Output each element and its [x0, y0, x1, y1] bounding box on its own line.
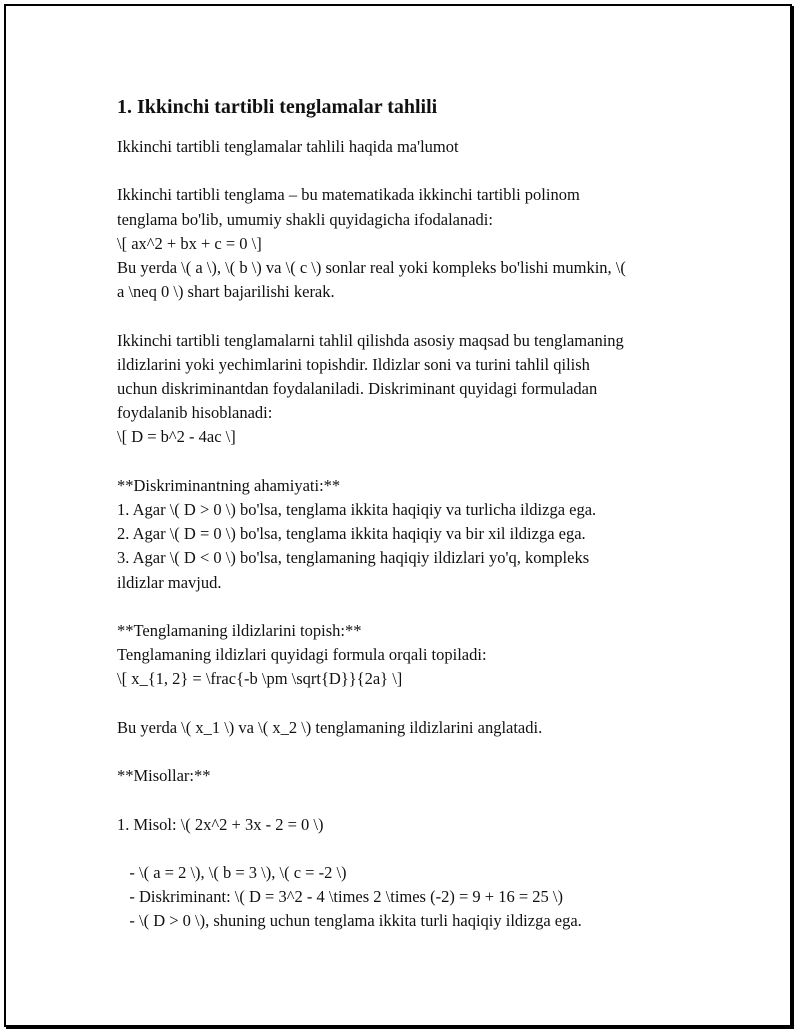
text-line: Bu yerda \( a \), \( b \) va \( c \) sonlar real yoki kompleks bo'lishi mumkin, \( — [117, 258, 626, 277]
text-line — [117, 595, 697, 619]
text-line: **Misollar:** — [117, 766, 211, 786]
text-line — [117, 837, 697, 861]
text-line: - \( D > 0 \), shuning uchun tenglama ikkita turli haqiqiy ildizga ega. — [117, 911, 582, 931]
text-line: **Diskriminantning ahamiyati:** — [117, 475, 341, 495]
text-line: 3. Agar \( D < 0 \) bo'lsa, tenglamaning haqiqiy ildizlari yo'q, kompleks — [117, 548, 590, 568]
document-body — [117, 95, 697, 934]
text-line: Ikkinchi tartibli tenglama – bu matematikada ikkinchi tartibli polinom — [117, 185, 580, 205]
text-line: Tenglamaning ildizlari quyidagi formula orqali topiladi: — [117, 645, 487, 665]
text-line — [117, 788, 697, 812]
text-line: 1. Misol: \( 2x^2 + 3x - 2 = 0 \) — [117, 814, 324, 834]
text-line: uchun diskriminantdan foydalaniladi. Diskriminant quyidagi formuladan — [117, 379, 598, 398]
text-line — [117, 692, 697, 716]
text-line: \[ x_{1, 2} = \frac{-b \pm \sqrt{D}}{2a} \] — [117, 669, 403, 689]
text-line: ildizlar mavjud. — [117, 572, 222, 592]
text-line — [117, 304, 697, 328]
text-line: \[ D = b^2 - 4ac \] — [117, 427, 236, 447]
text-line: **Tenglamaning ildizlarini topish:** — [117, 621, 362, 640]
text-line: tenglama bo'lib, umumiy shakli quyidagicha ifodalanadi: — [117, 209, 493, 229]
text-line: Ikkinchi tartibli tenglamalarni tahlil qilishda asosiy maqsad bu tenglamaning — [117, 330, 624, 350]
text-line: foydalanib hisoblanadi: — [117, 403, 273, 423]
text-line — [117, 450, 697, 474]
text-lines — [117, 135, 697, 934]
text-line — [117, 159, 697, 183]
text-line: ildizlarini yoki yechimlarini topishdir. Ildizlar soni va turini tahlil qilish — [117, 354, 590, 374]
text-line: Bu yerda \( x_1 \) va \( x_2 \) tenglamaning ildizlarini anglatadi. — [117, 717, 543, 737]
text-line: \[ ax^2 + bx + c = 0 \] — [117, 233, 262, 253]
text-line — [117, 740, 697, 764]
text-line: - Diskriminant: \( D = 3^2 - 4 \times 2 \times (-2) = 9 + 16 = 25 \) — [117, 887, 563, 907]
text-line: 1. Agar \( D > 0 \) bo'lsa, tenglama ikkita haqiqiy va turlicha ildizga ega. — [117, 500, 597, 519]
text-line: 2. Agar \( D = 0 \) bo'lsa, tenglama ikkita haqiqiy va bir xil ildizga ega. — [117, 524, 586, 544]
text-line: a \neq 0 \) shart bajarilishi kerak. — [117, 282, 335, 302]
page-title: 1. Ikkinchi tartibli tenglamalar tahlili — [117, 96, 438, 118]
text-line: Ikkinchi tartibli tenglamalar tahlili haqida ma'lumot — [117, 137, 459, 156]
text-line: - \( a = 2 \), \( b = 3 \), \( c = -2 \) — [117, 862, 347, 882]
